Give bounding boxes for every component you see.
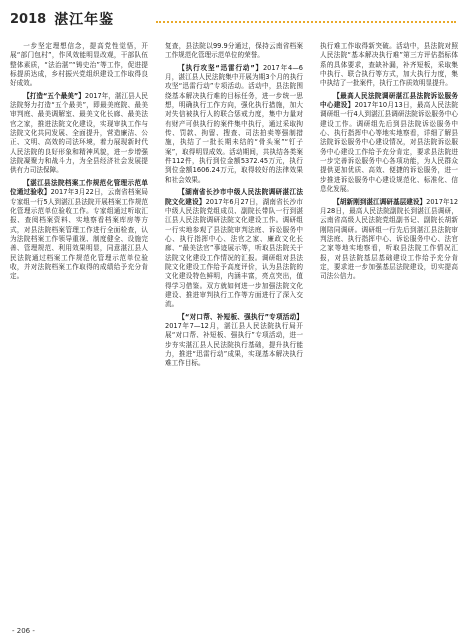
section-paragraph: 【执行攻坚“迅雷行动”】2017年4—6月，湛江县人民法院集中开展为期3个月的执行攻坚“迅雷行动”专项活动。活动中，县法院围绕基本解决执行难的目标任务，进一步统一思想，明确执行工作方向，强化执行措施，加大对失信被执行人的联合惩戒力度，集中力量对有财产可供执行的案件集中执行，通过采取拘传、罚款、拘留、搜查、司法拍卖等强制措施，执结了一批长期未结的“骨头案”“钉子案”，取得明显成效。活动期间，共执结各类案件112件，执行到位金额5372.45万元，执行到位金额1606.24万元，取得较好的法律效果和社会效果。 xyxy=(165,63,303,184)
section-heading: 【最高人民法院调研湛江县法院诉讼服务中心建设】 xyxy=(320,91,458,110)
section-paragraph: 【“对口帮、补短板、强执行”专项活动】2017年7—12月，湛江县人民法院执行局开展“对口帮、补短板、强执行”专项活动，进一步夯实湛江县人民法院执行基础，提升执行能力，推进“迅雷行动”成果，实现基本解决执行难工作目标。 xyxy=(165,312,303,368)
section xyxy=(10,179,148,282)
lead-paragraph: 复查，县法院以99.9分通过，保持云南省档案工作规范化管理示范单位的荣誉。 xyxy=(165,42,303,60)
section-paragraph: 【打造“五个最美”】2017年，湛江县人民法院努力打造“五个最美”，即最美庭院、最美审判庭、最美调解室、最美文化长廊、最美法官之家，推进法院文化建设，实现审执工作与法院文化共同发展、全面提升，营造廉洁、公正、文明、高效的司法环境，着力展现新时代人民法院的良好形象和精神风貌，进一步增强法院凝聚力和战斗力，为全县经济社会发展提供有力司法保障。 xyxy=(10,91,148,175)
page-number: - 206 - xyxy=(12,627,35,635)
article-columns xyxy=(10,42,458,620)
column-1 xyxy=(10,42,148,620)
column-3 xyxy=(320,42,458,620)
section-paragraph: 【湖南省长沙市中级人民法院调研湛江法院文化建设】2017年6月27日，湖南省长沙市中级人民法院党组成员、副院长带队一行到湛江县人民法院调研法院文化建设工作。调研组一行实地参观了县法院审判法庭、诉讼服务中心、执行指挥中心、法官之家、廉政文化长廊、“最美法官”事迹展示等，听取县法院关于法院文化建设工作情况的汇报。调研组对县法院文化建设工作给予高度评价，认为县法院的文化建设特色鲜明，内涵丰富，亮点突出，值得学习借鉴。双方就如何进一步加强法院文化建设、推进审判执行工作等方面进行了深入交流。 xyxy=(165,188,303,309)
header-dotted-rule xyxy=(156,21,456,23)
section-paragraph: 【胡新刚到湛江调研基层建设】2017年12月28日，最高人民法院副院长到湛江县调研，云南省高级人民法院党组副书记、副院长胡新刚陪同调研。调研组一行先后到湛江县法院审判法庭、执行指挥中心、诉讼服务中心、法官之家等地实地察看，听取县法院工作情况汇报，对县法院基层基础建设工作给予充分肯定，要求进一步加强基层法院建设，切实提高司法公信力。 xyxy=(320,197,458,281)
section-heading: 【打造“五个最美”】 xyxy=(23,91,85,100)
section xyxy=(165,64,303,185)
section xyxy=(165,313,303,369)
section-paragraph: 【湛江县法院档案工作规范化管理示范单位通过验收】2017年3月22日，云南省档案局专家组一行5人到湛江县法院开展档案工作规范化管理示范单位验收工作。专家组通过听取汇报、查阅档案资料、实地察看档案库房等方式，对县法院档案管理工作进行全面检查，认为法院档案工作领导重视、制度健全、设施完善、管理规范、利用效果明显，同意湛江县人民法院通过档案工作规范化管理示范单位验收，并对法院档案工作取得的成绩给予充分肯定。 xyxy=(10,178,148,281)
section-heading: 【执行攻坚“迅雷行动”】 xyxy=(178,63,263,72)
yearbook-title: 湛江年鉴 xyxy=(54,12,115,28)
section-heading: 【胡新刚到湛江调研基层建设】 xyxy=(333,197,427,206)
section-heading: 【湛江县法院档案工作规范化管理示范单位通过验收】 xyxy=(10,178,148,197)
intro-paragraph: 一步坚定理想信念，提高党性觉悟，开展“部门包村”，作风效能明显改观，干部队伍整体素质，“法治湛”“铸史治”等工作，促进提标提质达成，乡村振兴党组织建设工作取得良好成效。 xyxy=(10,42,148,88)
column-2 xyxy=(165,42,303,620)
section xyxy=(320,92,458,195)
header-title-block xyxy=(10,10,114,28)
section xyxy=(165,188,303,309)
section xyxy=(10,92,148,176)
section-heading: 【湖南省长沙市中级人民法院调研湛江法院文化建设】 xyxy=(165,188,303,206)
section xyxy=(320,198,458,282)
yearbook-year: 2018 xyxy=(10,11,47,27)
page-header xyxy=(10,8,458,30)
lead-paragraph: 执行难工作取得新突破。活动中，县法院对照人民法院“基本解决执行难”第三方评估指标体系的具体要求，查缺补漏，补齐短板，采取集中执行、联合执行等方式，加大执行力度，集中执结了一批案件，执行工作质效明显提升。 xyxy=(320,42,458,88)
section-paragraph: 【最高人民法院调研湛江县法院诉讼服务中心建设】2017年10月13日，最高人民法院调研组一行4人到湛江县调研法院诉讼服务中心建设工作。调研组先后到县法院诉讼服务中心、执行指挥中心等地实地察看，详细了解县法院诉讼服务中心建设情况，对县法院诉讼服务中心建设工作给予充分肯定，要求县法院进一步完善诉讼服务中心各项功能，为人民群众提供更加优质、高效、便捷的诉讼服务，进一步推进诉讼服务中心建设规范化、标准化、信息化发展。 xyxy=(320,91,458,194)
section-heading: 【“对口帮、补短板、强执行”专项活动】 xyxy=(178,312,303,321)
